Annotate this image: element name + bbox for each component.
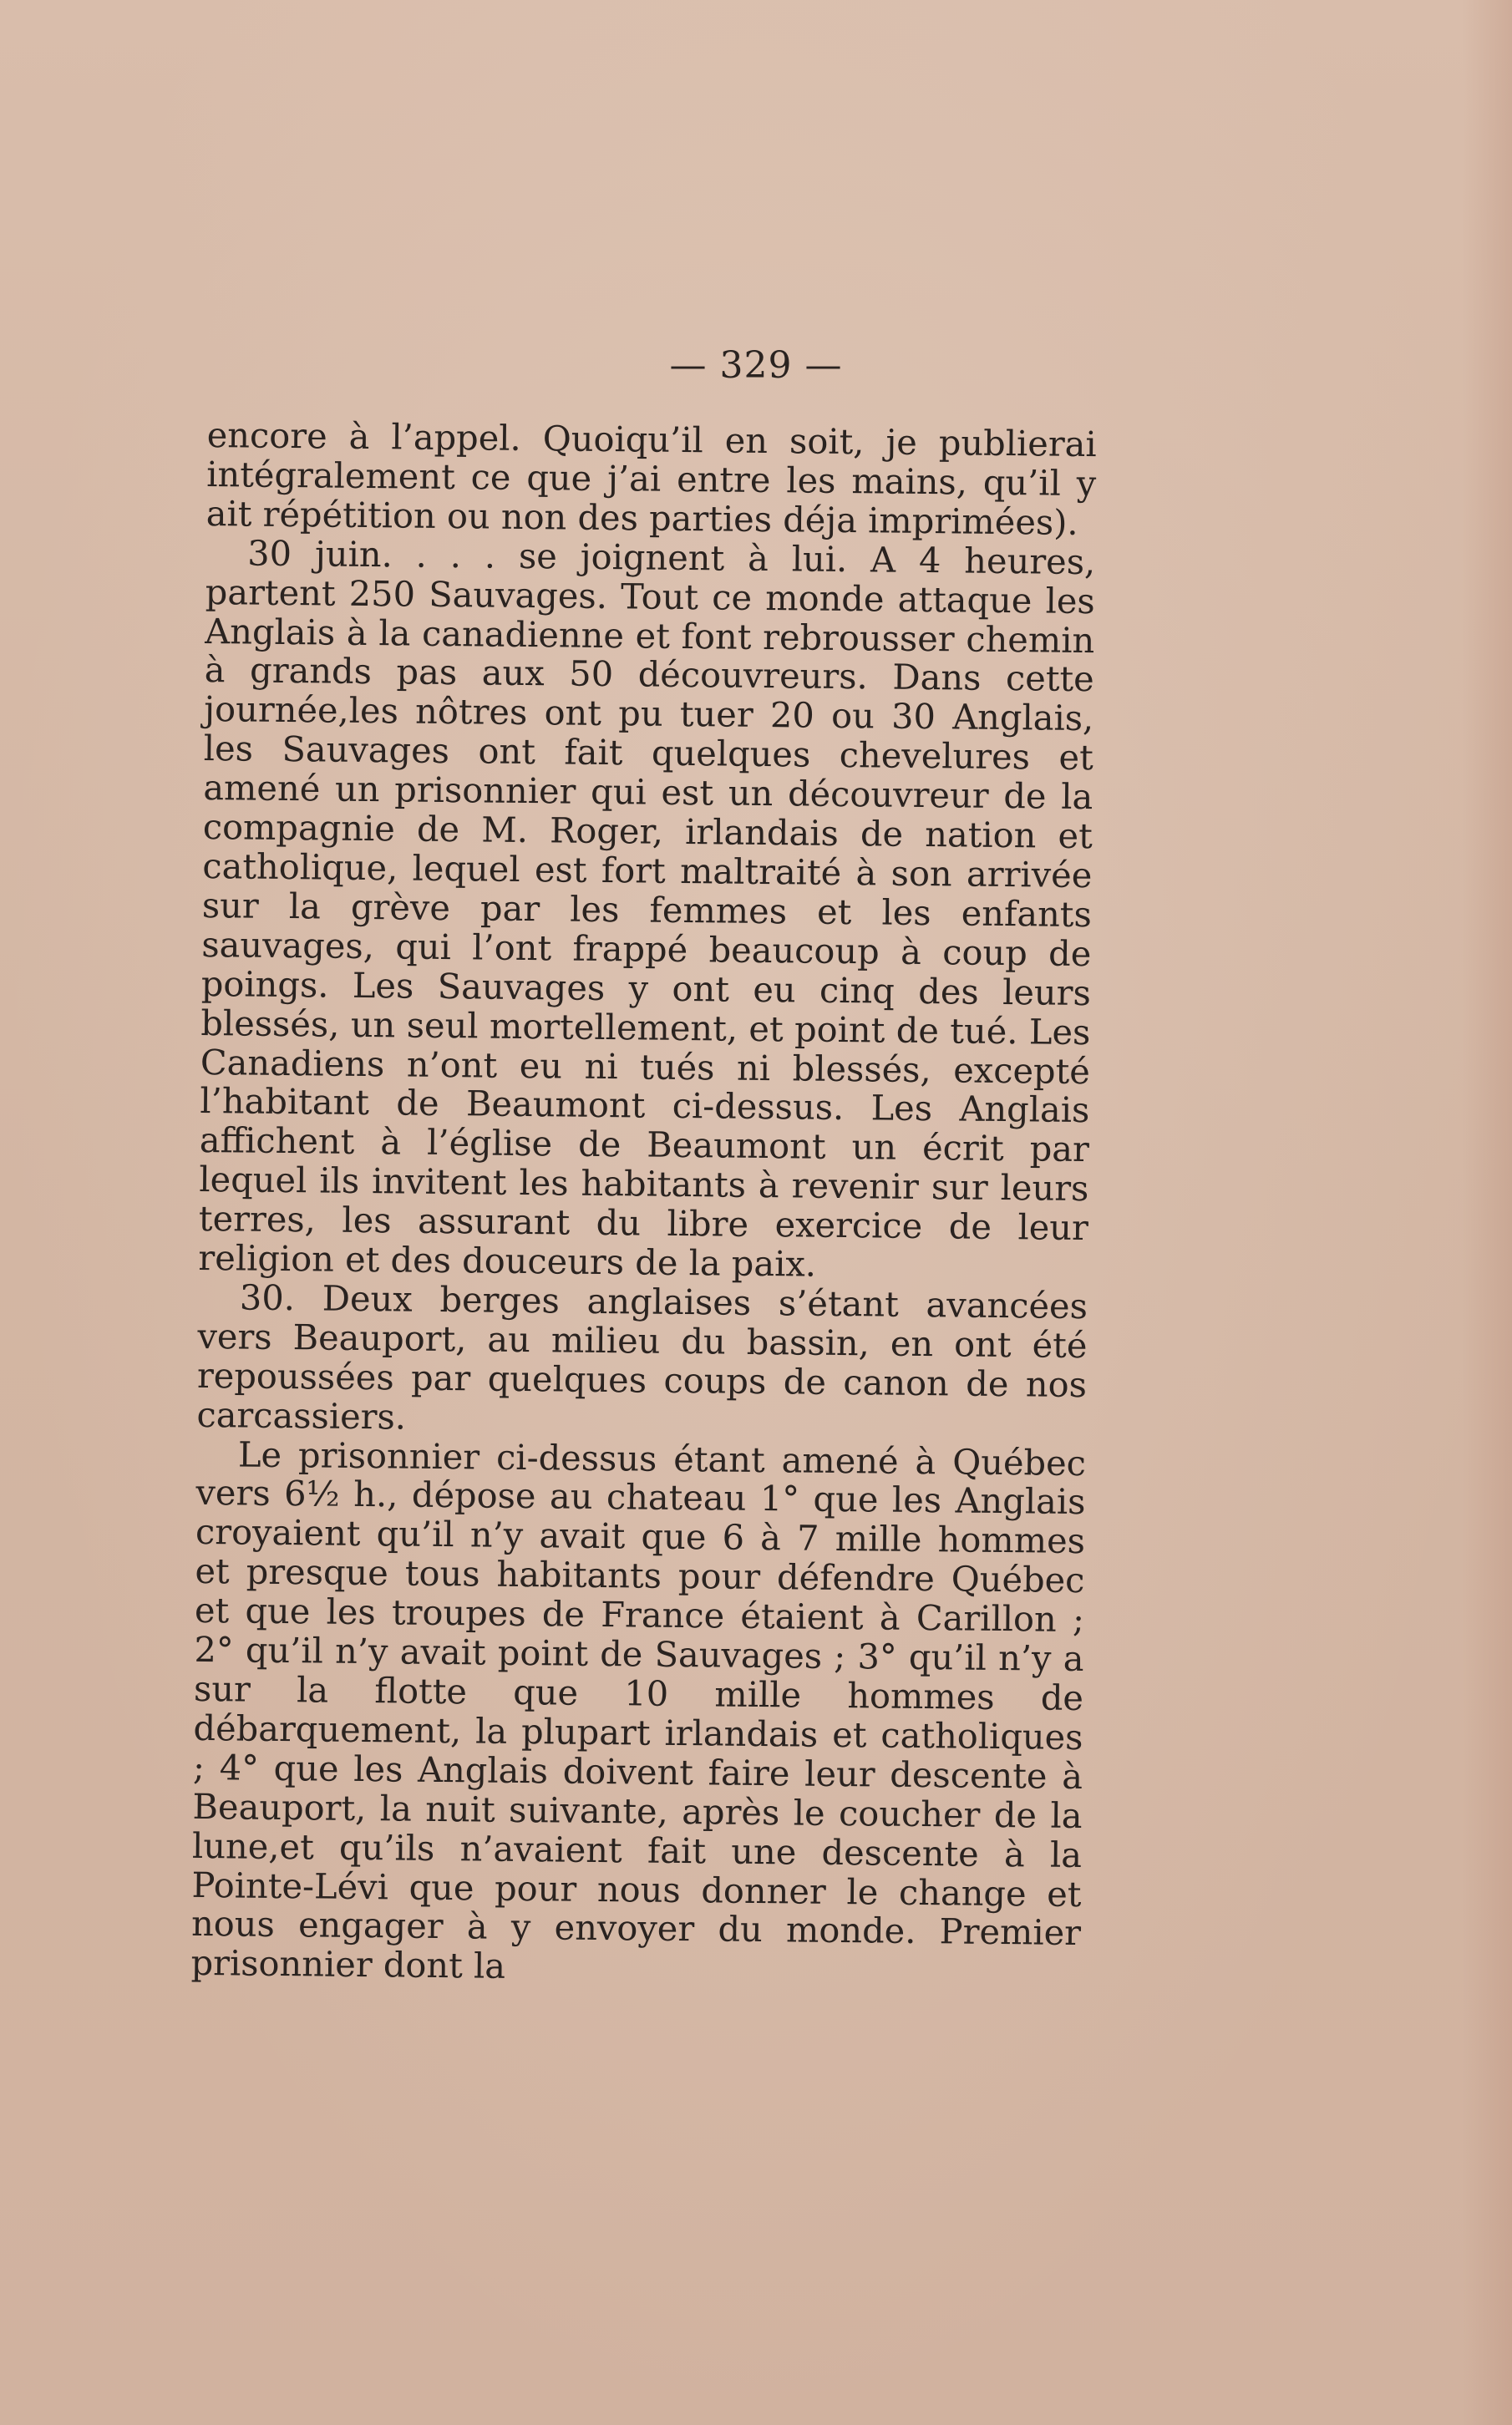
- paragraph-continuation: encore à l’appel. Quoiqu’il en soit, je publierai intégralement ce que j’ai entre les mains, qu’il y ait répétition ou non des parties déja imprimées).: [205, 414, 1097, 543]
- paragraph-june-30: 30 juin. . . . se joignent à lui. A 4 heures, partent 250 Sauvages. Tout ce monde attaque les Anglais à la canadienne et font rebrousser chemin à grands pas aux 50 découvreurs. Dans cette journée,les nôtres ont pu tuer 20 ou 30 Anglais, les Sauvages ont fait quelques chevelures et amené un prisonnier qui est un découvreur de la compagnie de M. Roger, irlandais de nation et catholique, lequel est fort maltraité à son arrivée sur la grève par les femmes et les enfants sauvages, qui l’ont frappé beaucoup à coup de poings. Les Sauvages y ont eu cinq des leurs blessés, un seul mortellement, et point de tué. Les Canadiens n’ont eu ni tués ni blessés, excepté l’habitant de Beaumont ci-dessus. Les Anglais affichent à l’église de Beaumont un écrit par lequel ils invitent les habitants à revenir sur leurs terres, les assurant du libre exercice de leur religion et des douceurs de la paix.: [198, 532, 1096, 1285]
- body-text: [190, 416, 1097, 1992]
- page-number: — 329 —: [669, 344, 843, 387]
- paragraph-barges: 30. Deux berges anglaises s’étant avancées vers Beauport, au milieu du bassin, en ont été repoussées par quelques coups de canon de nos carcassiers.: [196, 1276, 1088, 1438]
- paragraph-prisoner: Le prisonnier ci-dessus étant amené à Québec vers 6½ h., dépose au chateau 1° que les Anglais croyaient qu’il n’y avait que 6 à 7 mille hommes et presque tous habitants pour défendre Québec et que les troupes de France étaient à Carillon ; 2° qu’il n’y avait point de Sauvages ; 3° qu’il n’y a sur la flotte que 10 mille hommes de débarquement, la plupart irlandais et catholiques ; 4° que les Anglais doivent faire leur descente à Beauport, la nuit suivante, après le coucher de la lune,et qu’ils n’avaient fait une descente à la Pointe-Lévi que pour nous donner le change et nous engager à y envoyer du monde. Premier prisonnier dont la: [190, 1433, 1087, 1987]
